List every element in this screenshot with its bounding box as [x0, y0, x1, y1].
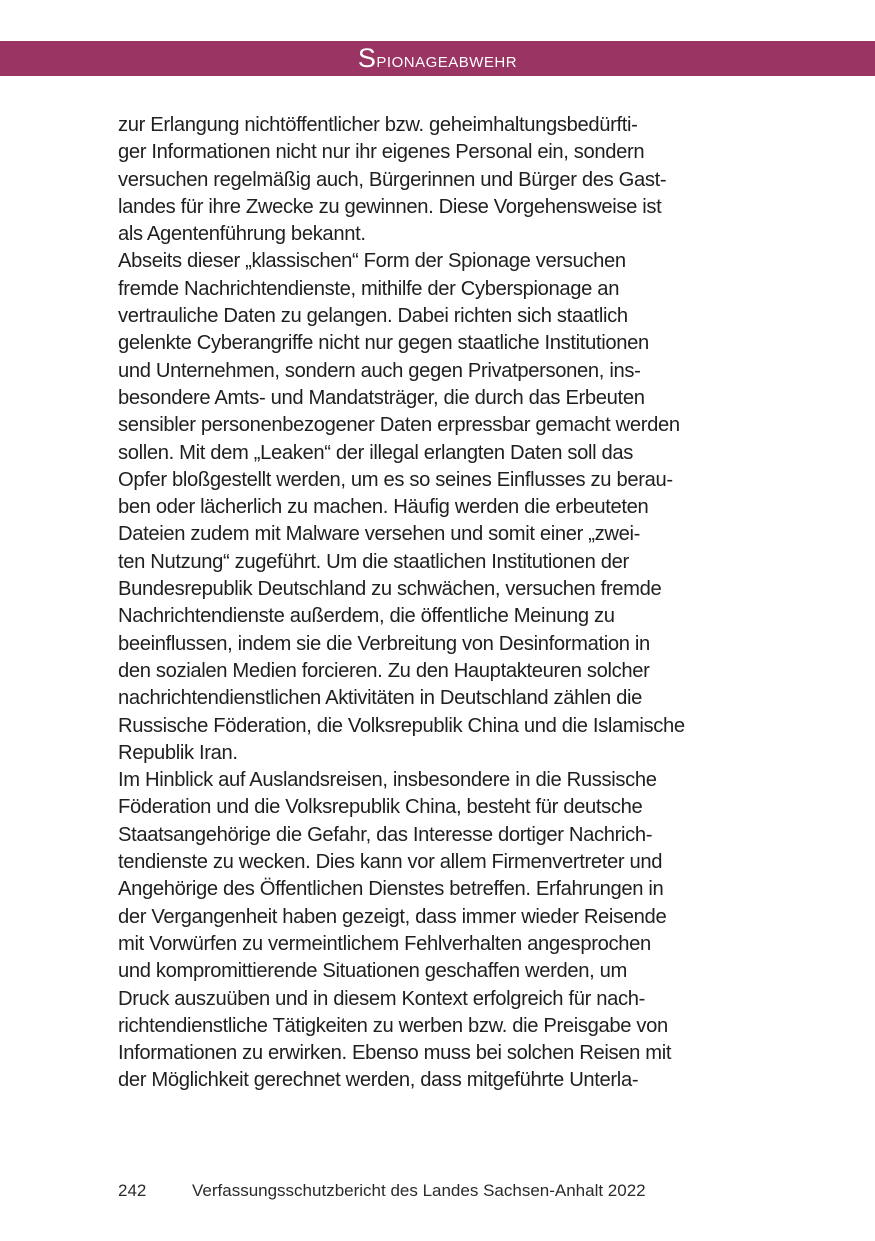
text-line: den sozialen Medien forcieren. Zu den Hauptakteuren solcher [118, 659, 650, 682]
section-title: Spionageabwehr [357, 42, 518, 73]
text-line: Nachrichtendienste außerdem, die öffentliche Meinung zu [118, 605, 615, 628]
section-header-band [0, 41, 875, 76]
text-line: mit Vorwürfen zu vermeintlichem Fehlverhalten angesprochen [118, 932, 651, 955]
text-line: Im Hinblick auf Auslandsreisen, insbesondere in die Russische [118, 769, 657, 792]
page-number: 242 [118, 1181, 147, 1200]
text-line: Föderation und die Volksrepublik China, besteht für deutsche [118, 796, 643, 819]
text-line: landes für ihre Zwecke zu gewinnen. Diese Vorgehensweise ist [118, 195, 662, 218]
page-footer [118, 1181, 646, 1201]
text-line: und Unternehmen, sondern auch gegen Privatpersonen, ins- [118, 359, 641, 382]
text-line: zur Erlangung nichtöffentlicher bzw. geheimhaltungsbedürfti- [118, 114, 638, 136]
text-line: Bundesrepublik Deutschland zu schwächen, versuchen fremde [118, 578, 662, 601]
publication-title: Verfassungsschutzbericht des Landes Sachsen-Anhalt 2022 [192, 1181, 646, 1200]
text-line: und kompromittierende Situationen geschaffen werden, um [118, 960, 627, 983]
paragraph-agent-handling [118, 112, 768, 248]
text-line: versuchen regelmäßig auch, Bürgerinnen und Bürger des Gast- [118, 168, 667, 191]
text-line: Russische Föderation, die Volksrepublik China und die Islamische [118, 714, 685, 737]
text-line: gelenkte Cyberangriffe nicht nur gegen staatliche Institutionen [118, 332, 649, 355]
text-line: Druck auszuüben und in diesem Kontext erfolgreich für nach- [118, 987, 645, 1010]
text-line: ten Nutzung“ zugeführt. Um die staatlichen Institutionen der [118, 550, 629, 573]
text-line: ger Informationen nicht nur ihr eigenes Personal ein, sondern [118, 141, 645, 164]
paragraph-cyber-espionage [118, 248, 768, 767]
text-line: richtendienstliche Tätigkeiten zu werben bzw. die Preisgabe von [118, 1014, 668, 1037]
text-line: sollen. Mit dem „Leaken“ der illegal erlangten Daten soll das [118, 441, 634, 464]
text-line: vertrauliche Daten zu gelangen. Dabei richten sich staatlich [118, 305, 628, 328]
text-line: fremde Nachrichtendienste, mithilfe der Cyberspionage an [118, 277, 620, 300]
body-text [118, 112, 768, 1095]
text-line: ben oder lächerlich zu machen. Häufig werden die erbeuteten [118, 496, 649, 519]
text-line: Republik Iran. [118, 741, 238, 764]
text-line: Informationen zu erwirken. Ebenso muss bei solchen Reisen mit [118, 1042, 672, 1065]
text-line: der Möglichkeit gerechnet werden, dass mitgeführte Unterla- [118, 1069, 639, 1092]
text-line: besondere Amts- und Mandatsträger, die durch das Erbeuten [118, 386, 645, 409]
text-line: Dateien zudem mit Malware versehen und somit einer „zwei- [118, 523, 640, 546]
text-line: tendienste zu wecken. Dies kann vor allem Firmenvertreter und [118, 851, 663, 874]
text-line: Angehörige des Öffentlichen Dienstes betreffen. Erfahrungen in [118, 878, 664, 901]
text-line: als Agentenführung bekannt. [118, 223, 366, 246]
text-line: der Vergangenheit haben gezeigt, dass immer wieder Reisende [118, 905, 667, 928]
text-line: Opfer bloßgestellt werden, um es so seines Einflusses zu berau- [118, 468, 673, 491]
text-line: beeinflussen, indem sie die Verbreitung von Desinformation in [118, 632, 650, 655]
text-line: Staatsangehörige die Gefahr, das Interesse dortiger Nachrich- [118, 823, 653, 846]
text-line: sensibler personenbezogener Daten erpressbar gemacht werden [118, 414, 680, 437]
text-line: Abseits dieser „klassischen“ Form der Spionage versuchen [118, 250, 626, 273]
text-line: nachrichtendienstlichen Aktivitäten in Deutschland zählen die [118, 687, 643, 710]
paragraph-foreign-travel [118, 767, 768, 1095]
